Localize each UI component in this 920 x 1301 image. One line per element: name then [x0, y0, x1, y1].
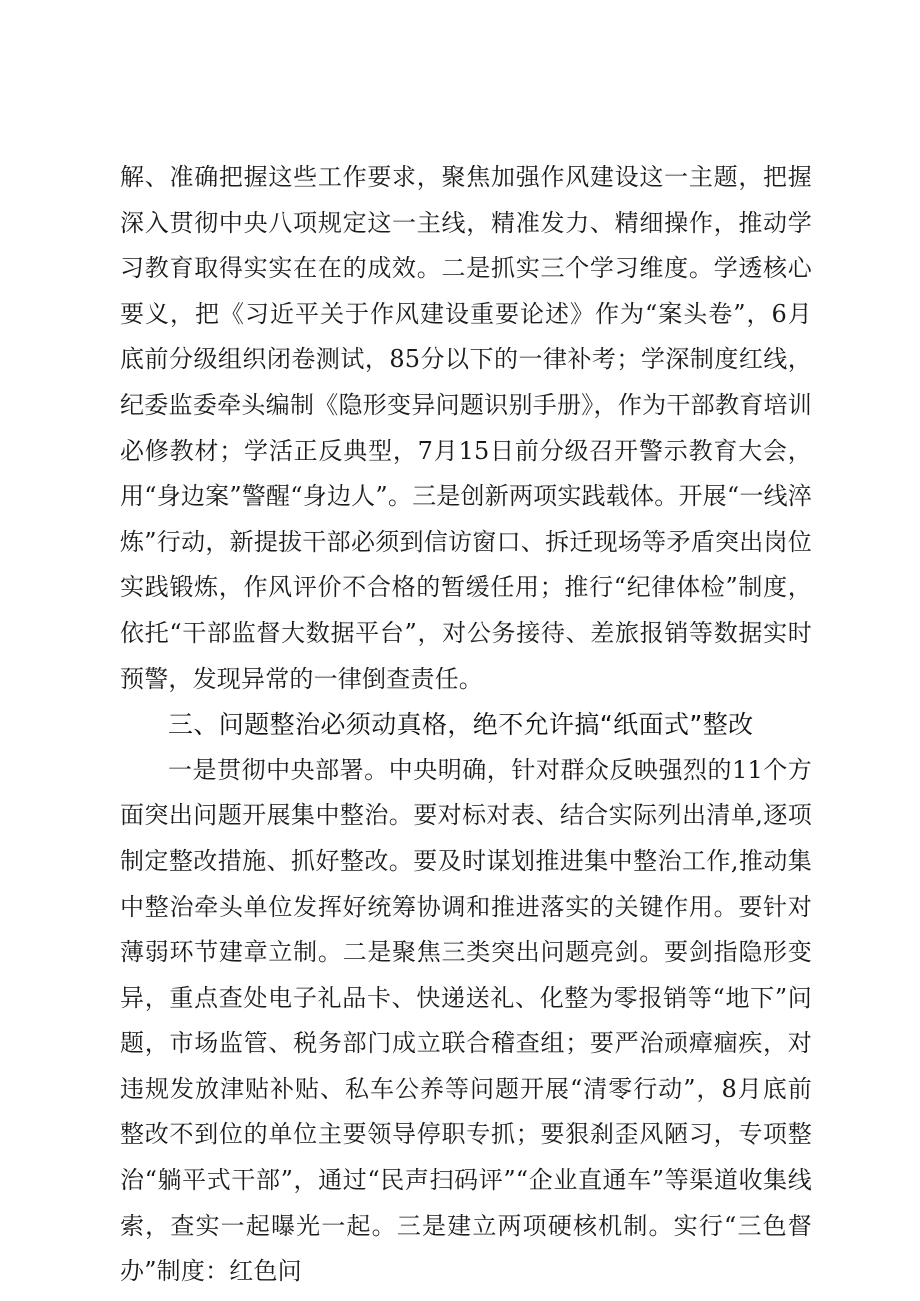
document-body	[120, 155, 812, 1295]
paragraph-continuation: 解、准确把握这些工作要求，聚焦加强作风建设这一主题，把握深入贯彻中央八项规定这一主线，精准发力、精细操作，推动学习教育取得实实在在的成效。二是抓实三个学习维度。学透核心要义，把《习近平关于作风建设重要论述》作为“案头卷”，6月底前分级组织闭卷测试，85分以下的一律补考；学深制度红线，纪委监委牵头编制《隐形变异问题识别手册》，作为干部教育培训必修教材；学活正反典型，7月15日前分级召开警示教育大会，用“身边案”警醒“身边人”。三是创新两项实践载体。开展“一线淬炼”行动，新提拔干部必须到信访窗口、拆迁现场等矛盾突出岗位实践锻炼，作风评价不合格的暂缓任用；推行“纪律体检”制度，依托“干部监督大数据平台”，对公务接待、差旅报销等数据实时预警，发现异常的一律倒查责任。	[120, 163, 812, 693]
paragraph-problem-rectification: 一是贯彻中央部署。中央明确，针对群众反映强烈的11个方面突出问题开展集中整治。要对标对表、结合实际列出清单,逐项制定整改措施、抓好整改。要及时谋划推进集中整治工作,推动集中整治牵头单位发挥好统筹协调和推进落实的关键作用。要针对薄弱环节建章立制。二是聚焦三类突出问题亮剑。要剑指隐形变异，重点查处电子礼品卡、快递送礼、化整为零报销等“地下”问题，市场监管、税务部门成立联合稽查组；要严治顽瘴痼疾，对违规发放津贴补贴、私车公养等问题开展“清零行动”，8月底前整改不到位的单位主要领导停职专抓；要狠刹歪风陋习，专项整治“躺平式干部”，通过“民声扫码评”“企业直通车”等渠道收集线索，查实一起曝光一起。三是建立两项硬核机制。实行“三色督办”制度：红色问	[120, 755, 812, 1286]
section-heading: 三、问题整治必须动真格，绝不允许搞“纸面式”整改	[168, 710, 754, 740]
